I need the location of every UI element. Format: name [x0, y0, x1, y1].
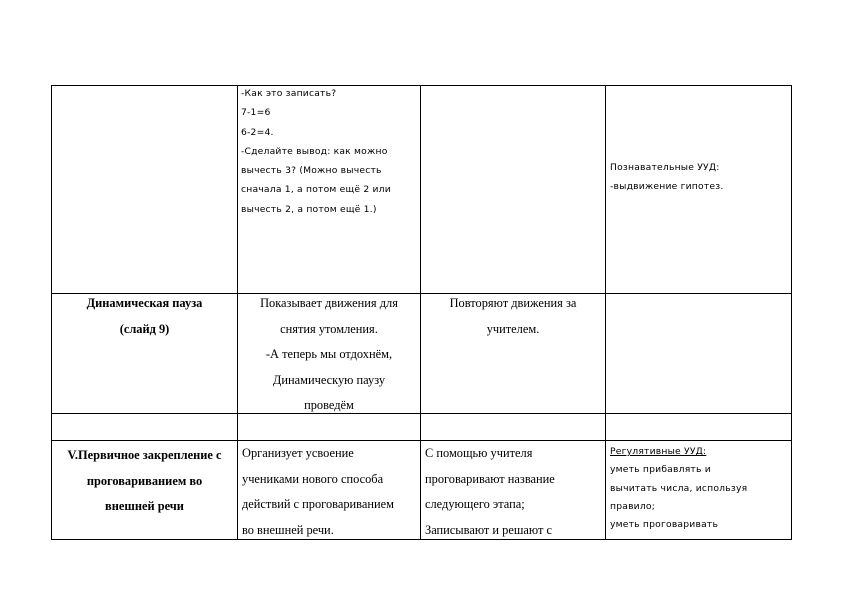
text-line: вычесть 3? (Можно вычесть: [241, 165, 382, 177]
text-line: следующего этапа;: [425, 497, 525, 511]
text-line: проговаривают название: [425, 471, 555, 486]
uud-item: правило;: [610, 500, 656, 512]
uud-item: -выдвижение гипотез.: [610, 181, 724, 193]
table-border-bottom: [51, 539, 791, 540]
table-border-top: [51, 85, 791, 86]
text-line: Показывает движения для: [260, 296, 398, 310]
row-divider: [51, 413, 791, 414]
lesson-plan-table: [51, 85, 791, 540]
row2-stage-cell: [52, 291, 237, 342]
text-line: действий с проговариванием: [242, 497, 394, 511]
text-line: 7-1=6: [241, 107, 271, 119]
text-line: Динамическую паузу: [272, 372, 386, 387]
stage-slide: (слайд 9): [119, 321, 170, 336]
uud-item: вычитать числа, используя: [610, 482, 748, 494]
text-line: 6-2=4.: [241, 126, 274, 138]
text-line: снятия утомления.: [280, 321, 378, 336]
row4-stage-cell: [52, 443, 237, 520]
text-line: проведём: [304, 398, 354, 412]
stage-title: Динамическая пауза: [86, 296, 203, 310]
text-line: -А теперь мы отдохнём,: [265, 347, 393, 361]
text-line: учителем.: [486, 321, 540, 336]
row4-uud-cell: [610, 443, 790, 534]
row2-students-cell: [421, 291, 605, 342]
table-border-right: [791, 85, 792, 540]
row1-teacher-cell: [241, 84, 417, 219]
text-line: V.Первичное закрепление с: [67, 448, 222, 462]
text-line: -Как это записать?: [241, 88, 337, 99]
row1-uud-cell: [610, 158, 788, 197]
uud-item: уметь проговаривать: [610, 519, 719, 531]
text-line: внешней речи: [105, 499, 184, 513]
text-line: Повторяют движения за: [449, 296, 577, 310]
text-line: -Сделайте вывод: как можно: [241, 145, 388, 157]
text-line: сначала 1, а потом ещё 2 или: [241, 184, 391, 196]
text-line: во внешней речи.: [242, 522, 334, 537]
text-line: вычесть 2, а потом ещё 1.): [241, 203, 377, 215]
uud-title: Познавательные УУД:: [610, 162, 720, 173]
row4-students-cell: [425, 441, 605, 543]
row4-teacher-cell: [242, 441, 420, 543]
text-line: Записывают и решают с: [425, 522, 552, 537]
uud-item: уметь прибавлять и: [610, 464, 711, 476]
row2-teacher-cell: [238, 291, 420, 419]
text-line: Организует усвоение: [242, 446, 354, 460]
text-line: проговариванием во: [86, 473, 203, 488]
column-divider: [605, 85, 606, 540]
text-line: учениками нового способа: [242, 471, 384, 486]
uud-title: Регулятивные УУД:: [610, 446, 707, 457]
row-divider: [51, 440, 791, 441]
text-line: С помощью учителя: [425, 446, 533, 460]
